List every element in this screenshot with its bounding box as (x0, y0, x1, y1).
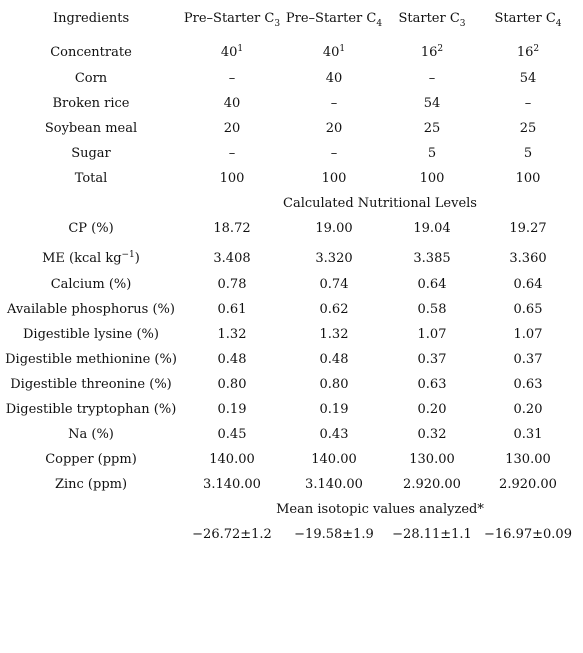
table-cell: 3.385 (413, 251, 451, 266)
table-cell: 20 (325, 121, 343, 136)
table-row (0, 118, 583, 140)
row-label: Total (74, 171, 108, 186)
table-cell: 25 (519, 121, 537, 136)
table-row (0, 93, 583, 115)
row-label: Digestible lysine (%) (23, 327, 159, 342)
table-row (0, 374, 583, 396)
table-cell: 0.63 (417, 377, 447, 392)
table-cell: −19.58±1.9 (294, 527, 374, 542)
table-cell: 2.920.00 (499, 477, 557, 492)
table-cell: −26.72±1.2 (192, 527, 272, 542)
table-row (0, 299, 583, 321)
table-cell: 1.32 (319, 327, 349, 342)
table-cell: 19.27 (509, 221, 547, 236)
table-row (0, 424, 583, 446)
row-label: ME (kcal $kg^{-1}$) (42, 250, 140, 266)
row-label: Digestible methionine (%) (5, 352, 177, 367)
table-cell: 0.61 (217, 302, 247, 317)
header-starter-c3: Starter $C_3$ (398, 11, 466, 29)
table-cell: 0.20 (417, 402, 447, 417)
table-cell: 0.65 (513, 302, 543, 317)
header-pre-starter-c4: Pre–Starter $C_4$ (285, 11, 383, 29)
table-cell: 0.20 (513, 402, 543, 417)
table-cell: 1.32 (217, 327, 247, 342)
table-cell: – (228, 146, 236, 161)
table-cell: 54 (423, 96, 441, 111)
table-cell: 0.43 (319, 427, 349, 442)
table-cell: 100 (219, 171, 245, 186)
section-heading: Mean isotopic values analyzed* (276, 502, 484, 517)
table-cell: 140.00 (209, 452, 255, 467)
table-cell: −16.97±0.09 (484, 527, 572, 542)
row-label: Zinc (ppm) (54, 477, 128, 492)
table-row-isotopic (0, 524, 583, 546)
table-cell: 40 (223, 96, 241, 111)
table-cell: 0.32 (417, 427, 447, 442)
table-cell: −28.11±1.1 (392, 527, 472, 542)
table-cell: 100 (419, 171, 445, 186)
table-header-row (0, 8, 583, 30)
row-label: Concentrate (50, 45, 132, 60)
table-cell: 5 (523, 146, 533, 161)
row-label: Broken rice (52, 96, 130, 111)
table-cell: $16^2$ (420, 44, 444, 60)
table-cell: 0.80 (319, 377, 349, 392)
row-label: Soybean meal (44, 121, 138, 136)
table-cell: – (524, 96, 532, 111)
table-cell: 0.80 (217, 377, 247, 392)
table-cell: 18.72 (213, 221, 251, 236)
table-cell: 0.31 (513, 427, 543, 442)
table-cell: – (228, 71, 236, 86)
table-cell: 1.07 (417, 327, 447, 342)
table-cell: 0.64 (417, 277, 447, 292)
table-cell: 20 (223, 121, 241, 136)
table-cell: 0.62 (319, 302, 349, 317)
table-cell: 100 (321, 171, 347, 186)
row-label: Na (%) (68, 427, 114, 442)
row-label: Corn (74, 71, 108, 86)
table-row (0, 143, 583, 165)
table-cell: – (428, 71, 436, 86)
table-cell: 130.00 (409, 452, 455, 467)
header-pre-starter-c3: Pre–Starter $C_3$ (183, 11, 281, 29)
table-cell: 0.78 (217, 277, 247, 292)
table-cell: 3.320 (315, 251, 353, 266)
table-row (0, 399, 583, 421)
header-starter-c4: Starter $C_4$ (494, 11, 562, 29)
table-cell: 19.04 (413, 221, 451, 236)
table-cell: $40^1$ (220, 44, 244, 60)
table-row-concentrate (0, 42, 583, 64)
table-cell: 0.63 (513, 377, 543, 392)
table-cell: 54 (519, 71, 537, 86)
table-cell: – (330, 146, 338, 161)
row-label: Copper (ppm) (45, 452, 137, 467)
table-cell: 0.19 (319, 402, 349, 417)
table-cell: 19.00 (315, 221, 353, 236)
table-cell: 0.37 (513, 352, 543, 367)
table-cell: 100 (515, 171, 541, 186)
table-cell: 1.07 (513, 327, 543, 342)
table-row (0, 474, 583, 496)
row-label: Digestible tryptophan (%) (5, 402, 177, 417)
section-heading-row (0, 499, 583, 521)
table-cell: 0.48 (319, 352, 349, 367)
table-cell: 130.00 (505, 452, 551, 467)
table-cell: 3.140.00 (305, 477, 363, 492)
table-cell: 0.64 (513, 277, 543, 292)
table-cell: 140.00 (311, 452, 357, 467)
table-cell: 0.37 (417, 352, 447, 367)
table-cell: 0.74 (319, 277, 349, 292)
row-label: CP (%) (68, 221, 114, 236)
table-row (0, 218, 583, 240)
table-cell: 3.360 (509, 251, 547, 266)
section-heading-row (0, 193, 583, 215)
row-label: Digestible threonine (%) (10, 377, 172, 392)
table-row (0, 449, 583, 471)
table-row (0, 274, 583, 296)
table-cell: 40 (325, 71, 343, 86)
table-row (0, 349, 583, 371)
table-row (0, 68, 583, 90)
table-cell: 25 (423, 121, 441, 136)
table-cell: 3.140.00 (203, 477, 261, 492)
table-row (0, 168, 583, 190)
table-cell: 0.58 (417, 302, 447, 317)
table-cell: 2.920.00 (403, 477, 461, 492)
section-heading: Calculated Nutritional Levels (283, 196, 477, 211)
table-cell: 0.19 (217, 402, 247, 417)
row-label: Sugar (71, 146, 111, 161)
table-cell: – (330, 96, 338, 111)
table-row (0, 324, 583, 346)
table-cell: $40^1$ (322, 44, 346, 60)
row-label: Calcium (%) (50, 277, 132, 292)
table-cell: 5 (427, 146, 437, 161)
table-cell: 0.48 (217, 352, 247, 367)
table-cell: 0.45 (217, 427, 247, 442)
table-cell: $16^2$ (516, 44, 540, 60)
row-label: Available phosphorus (%) (7, 302, 175, 317)
table-row (0, 248, 583, 270)
header-ingredients: Ingredients (53, 11, 130, 26)
table-cell: 3.408 (213, 251, 251, 266)
